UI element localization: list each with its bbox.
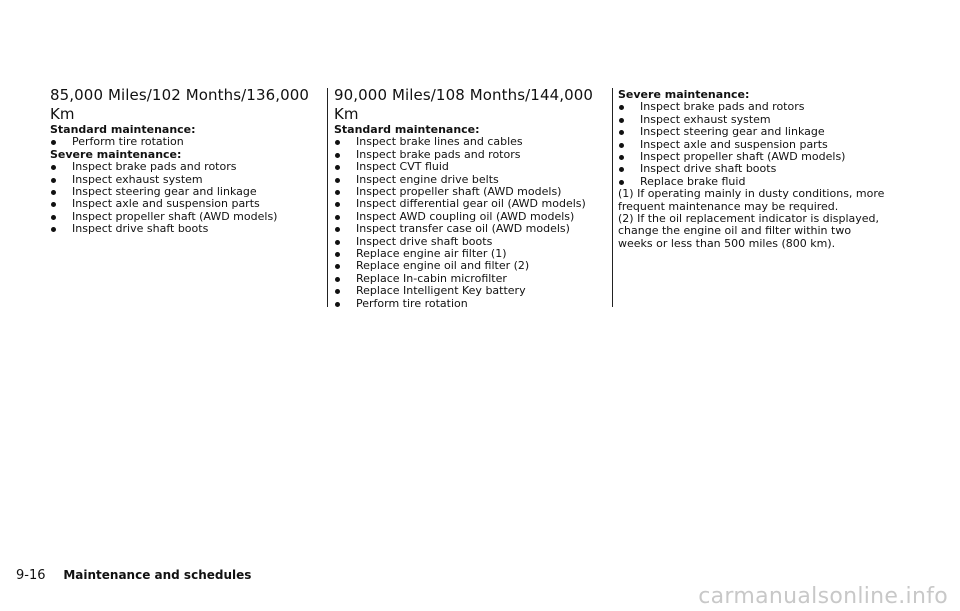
footnote-2: (2) If the oil replacement indicator is displayed, change the engine oil and filter within two weeks or less than 500 miles (800 km). [618, 212, 879, 250]
bullet-icon [335, 302, 340, 307]
schedule-90000-column [334, 86, 606, 310]
maintenance-item-text: Inspect transfer case oil (AWD models) [356, 222, 570, 236]
page-footer [16, 567, 251, 584]
standard-maintenance-label: Standard maintenance: [334, 123, 480, 136]
bullet-icon [335, 190, 340, 195]
maintenance-item-text: Inspect drive shaft boots [640, 162, 777, 176]
maintenance-item-text: Inspect exhaust system [72, 172, 203, 186]
standard-maintenance-label: Standard maintenance: [50, 123, 196, 136]
maintenance-item [50, 136, 320, 148]
maintenance-item-text: Inspect engine drive belts [356, 172, 499, 186]
column-divider-left [327, 88, 328, 307]
maintenance-item-text: Replace Intelligent Key battery [356, 284, 526, 298]
bullet-icon [335, 165, 340, 170]
bullet-icon [335, 227, 340, 232]
maintenance-item-text: Replace brake fluid [640, 174, 746, 188]
bullet-icon [335, 202, 340, 207]
bullet-icon [335, 178, 340, 183]
footnote-1: (1) If operating mainly in dusty conditions, more frequent maintenance may be required. [618, 187, 885, 213]
bullet-icon [619, 180, 624, 185]
maintenance-item-text: Inspect axle and suspension parts [640, 137, 828, 151]
schedule-heading: 90,000 Miles/108 Months/144,000 Km [334, 86, 594, 123]
maintenance-item-text: Inspect axle and suspension parts [72, 197, 260, 211]
bullet-icon [335, 252, 340, 257]
severe-maintenance-list [50, 161, 320, 235]
bullet-icon [335, 140, 340, 145]
maintenance-item-text: Inspect brake pads and rotors [640, 100, 805, 114]
bullet-icon [335, 264, 340, 269]
standard-maintenance-list [50, 136, 320, 148]
column-divider-right [612, 88, 613, 307]
schedule-85000-column [50, 86, 320, 236]
bullet-icon [619, 130, 624, 135]
maintenance-item-text: Perform tire rotation [72, 135, 184, 149]
schedule-90000-continued-column [618, 89, 888, 250]
bullet-icon [335, 240, 340, 245]
bullet-icon [335, 215, 340, 220]
maintenance-item-text: Inspect steering gear and linkage [72, 185, 257, 199]
page-number: 9-16 [16, 568, 46, 583]
maintenance-item-text: Inspect drive shaft boots [356, 234, 493, 248]
maintenance-item-text: Replace In-cabin microfilter [356, 271, 507, 285]
maintenance-item-text: Inspect brake pads and rotors [72, 160, 237, 174]
bullet-icon [619, 118, 624, 123]
bullet-icon [335, 277, 340, 282]
maintenance-item-text: Inspect AWD coupling oil (AWD models) [356, 209, 575, 223]
standard-maintenance-list [334, 136, 606, 310]
bullet-icon [619, 143, 624, 148]
bullet-icon [51, 165, 56, 170]
bullet-icon [51, 215, 56, 220]
bullet-icon [51, 202, 56, 207]
bullet-icon [51, 178, 56, 183]
schedule-heading: 85,000 Miles/102 Months/136,000 Km [50, 86, 310, 123]
maintenance-item-text: Replace engine oil and filter (2) [356, 259, 530, 273]
maintenance-item-text: Perform tire rotation [356, 296, 468, 310]
bullet-icon [335, 289, 340, 294]
maintenance-item-text: Inspect propeller shaft (AWD models) [72, 209, 278, 223]
maintenance-item-text: Inspect propeller shaft (AWD models) [640, 150, 846, 164]
bullet-icon [51, 227, 56, 232]
maintenance-item [50, 223, 320, 235]
maintenance-item-text: Inspect propeller shaft (AWD models) [356, 185, 562, 199]
maintenance-item-text: Inspect steering gear and linkage [640, 125, 825, 139]
maintenance-item-text: Inspect brake lines and cables [356, 135, 523, 149]
section-title: Maintenance and schedules [63, 568, 252, 582]
severe-maintenance-label: Severe maintenance: [50, 147, 182, 161]
maintenance-item-text: Inspect brake pads and rotors [356, 147, 521, 161]
bullet-icon [619, 155, 624, 160]
bullet-icon [51, 190, 56, 195]
maintenance-item-text: Inspect exhaust system [640, 112, 771, 126]
watermark: carmanualsonline.info [698, 584, 948, 609]
severe-maintenance-label: Severe maintenance: [618, 88, 750, 101]
maintenance-item-text: Inspect differential gear oil (AWD models) [356, 197, 586, 211]
maintenance-item-text: Inspect drive shaft boots [72, 222, 209, 236]
bullet-icon [335, 153, 340, 158]
maintenance-item [618, 176, 888, 188]
severe-maintenance-list [618, 101, 888, 188]
maintenance-item [334, 298, 606, 310]
bullet-icon [619, 167, 624, 172]
bullet-icon [51, 140, 56, 145]
maintenance-item-text: Replace engine air filter (1) [356, 247, 507, 261]
maintenance-item-text: Inspect CVT fluid [356, 160, 449, 174]
bullet-icon [619, 105, 624, 110]
